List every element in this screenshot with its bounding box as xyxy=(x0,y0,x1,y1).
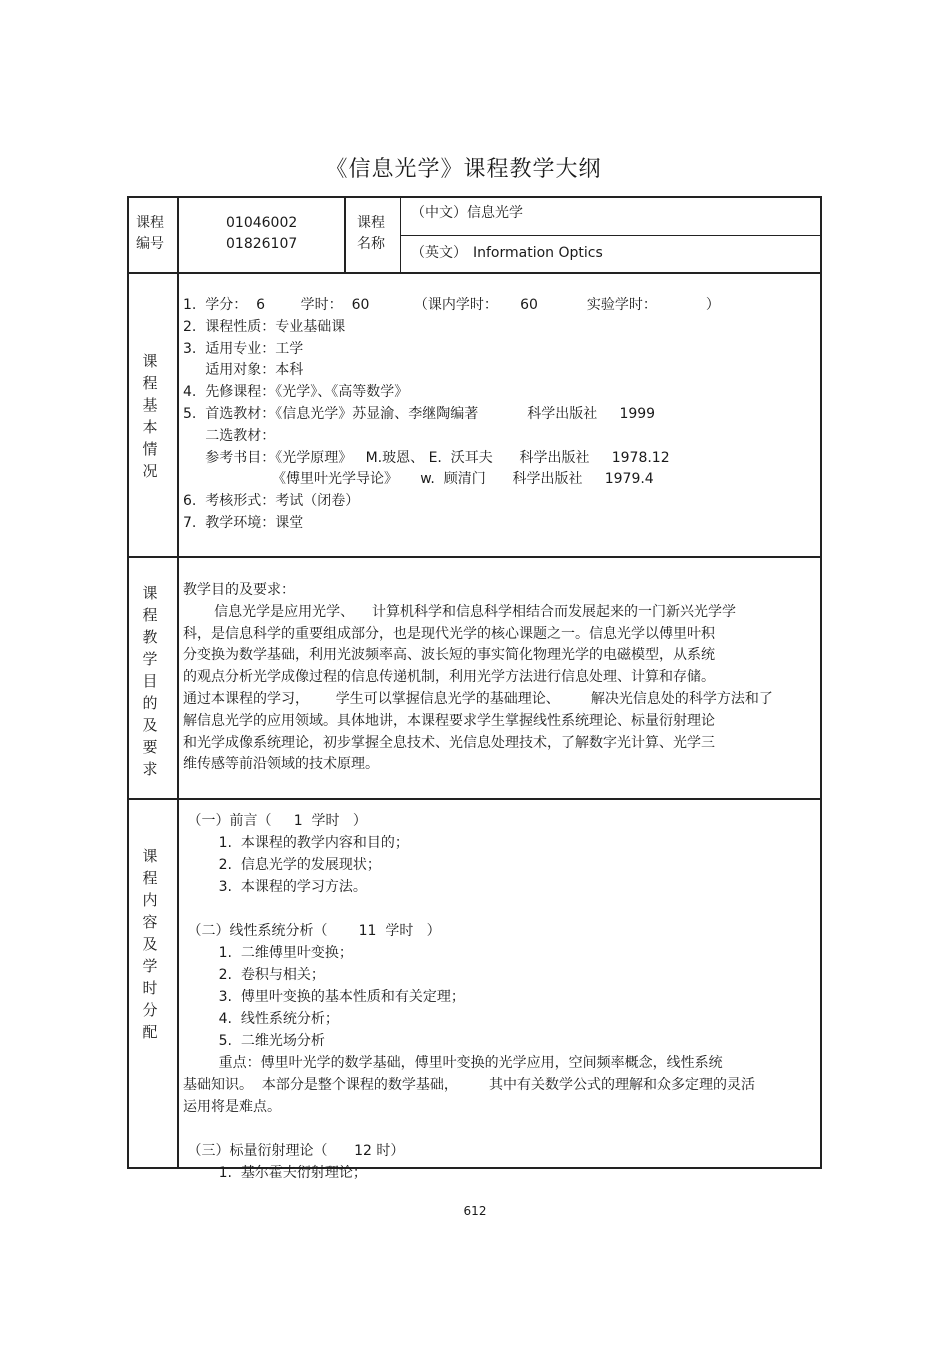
text-line: （二）线性系统分析（ 11 学时 ） xyxy=(183,923,441,939)
basic-info-label: 课程基本情况 xyxy=(142,352,158,480)
text-line: 教学目的及要求： xyxy=(183,582,295,598)
text-line: 1. 学分： 6 学时： 60 （课内学时： 60 实验学时： ） xyxy=(183,297,720,313)
course-name-en: Information Optics xyxy=(473,245,603,261)
course-name-label: 课程 名称 xyxy=(357,215,385,252)
text-line: 5. 二维光场分析 xyxy=(183,1033,325,1049)
text-line: 3. 本课程的学习方法。 xyxy=(183,879,367,895)
text-line: 3. 傅里叶变换的基本性质和有关定理； xyxy=(183,989,465,1005)
text-line: 《傅里叶光学导论》 w. 顾清门 科学出版社 1979.4 xyxy=(183,471,654,488)
text-line: 运用将是难点。 xyxy=(183,1099,281,1115)
text-line: 基础知识。 本部分是整个课程的数学基础， 其中有关数学公式的理解和众多定理的灵活 xyxy=(183,1077,756,1093)
row-divider xyxy=(400,235,822,236)
text-line: 3. 适用专业：工学 xyxy=(183,340,304,357)
goals-label: 课程教学目的及要求 xyxy=(142,584,158,778)
row-divider xyxy=(127,798,822,800)
text-line: 5. 首选教材：《信息光学》苏显渝、李继陶编著 科学出版社 1999 xyxy=(183,406,656,422)
text-line: 科，是信息科学的重要组成部分，也是现代光学的核心课题之一。信息光学以傅里叶积 xyxy=(183,625,715,642)
text-line: 分变换为数学基础，利用光波频率高、波长短的事实简化物理光学的电磁模型，从系统 xyxy=(183,647,715,664)
text-line: 和光学成像系统理论，初步掌握全息技术、光信息处理技术，了解数字光计算、光学三 xyxy=(183,734,715,751)
text-line: 7. 教学环境：课堂 xyxy=(183,515,304,531)
course-name-cn: （中文）信息光学 xyxy=(411,205,523,221)
course-code-2: 01826107 xyxy=(226,236,298,252)
column-divider xyxy=(400,196,401,273)
row-divider xyxy=(127,556,822,558)
row-divider xyxy=(127,272,822,274)
column-divider xyxy=(344,196,346,273)
page-number: 612 xyxy=(463,1204,487,1218)
text-line: 的观点分析光学成像过程的信息传递机制，利用光学方法进行信息处理、计算和存储。 xyxy=(183,669,715,686)
text-line: 4. 先修课程：《光学》、《高等数学》 xyxy=(183,384,409,401)
text-line: 维传感等前沿领域的技术原理。 xyxy=(183,756,379,773)
course-name-en-prefix: （英文） xyxy=(411,245,467,261)
text-line: 4. 线性系统分析； xyxy=(183,1011,339,1027)
text-line: 2. 卷积与相关； xyxy=(183,967,325,983)
text-line: 重点：傅里叶光学的数学基础，傅里叶变换的光学应用，空间频率概念，线性系统 xyxy=(183,1055,723,1071)
text-line: 1. 二维傅里叶变换； xyxy=(183,945,353,961)
text-line: 二选教材： xyxy=(183,427,276,444)
text-line: 适用对象：本科 xyxy=(183,362,304,379)
document-title: 《信息光学》课程教学大纲 xyxy=(325,157,602,182)
column-divider xyxy=(177,196,179,1169)
text-line: （一）前言（ 1 学时 ） xyxy=(183,813,367,829)
text-line: 1. 基尔霍夫衍射理论； xyxy=(183,1165,367,1181)
text-line: （三）标量衍射理论（ 12 时） xyxy=(183,1143,405,1159)
text-line: 参考书目：《光学原理》 M.玻恩、 E. 沃耳夫 科学出版社 1978.12 xyxy=(183,449,670,466)
text-line: 2. 信息光学的发展现状； xyxy=(183,857,381,873)
text-line: 1. 本课程的教学内容和目的； xyxy=(183,835,409,851)
course-code-label: 课程 编号 xyxy=(136,215,164,252)
text-line: 通过本课程的学习， 学生可以掌握信息光学的基础理论、 解决光信息处的科学方法和了 xyxy=(183,691,773,707)
course-code-1: 01046002 xyxy=(226,215,298,231)
content-label: 课程内容及学时分配 xyxy=(142,847,158,1041)
text-line: 解信息光学的应用领域。具体地讲，本课程要求学生掌握线性系统理论、标量衍射理论 xyxy=(183,712,715,729)
text-line: 6. 考核形式：考试（闭卷） xyxy=(183,493,360,510)
text-line: 2. 课程性质：专业基础课 xyxy=(183,318,346,335)
text-line: 信息光学是应用光学、 计算机科学和信息科学相结合而发展起来的一门新兴光学学 xyxy=(183,603,736,620)
